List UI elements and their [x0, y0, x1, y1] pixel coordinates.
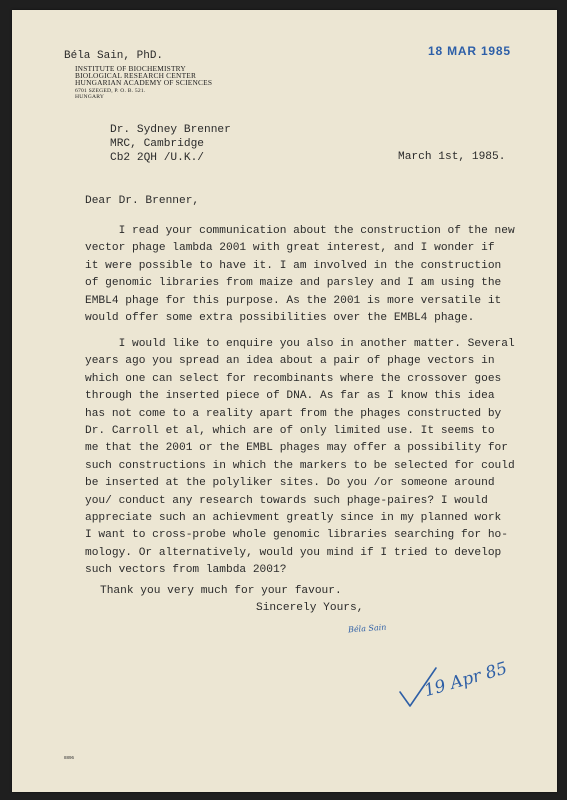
paragraph-line: me that the 2001 or the EMBL phages may offer a possibility for — [85, 442, 508, 455]
paragraph-line: through the inserted piece of DNA. As far as I know this idea — [85, 390, 495, 403]
letterhead-affiliation-2: BIOLOGICAL RESEARCH CENTER — [75, 71, 197, 80]
recipient-line-1: Dr. Sydney Brenner — [110, 124, 231, 136]
paragraph-line: has not come to a reality apart from the phages constructed by — [85, 407, 502, 420]
paragraph-line: it were possible to have it. I am involved in the construction — [85, 259, 502, 272]
paragraph-line: such vectors from lambda 2001? — [85, 564, 287, 577]
received-date-stamp: 18 MAR 1985 — [428, 44, 511, 58]
paragraph-line: be inserted at the polyliker sites. Do you /or someone around — [85, 477, 495, 490]
paragraph-line: mology. Or alternatively, would you mind if I tried to develop — [85, 546, 502, 559]
paragraph-line: such constructions in which the markers to be selected for could — [85, 459, 515, 472]
paragraph-2 — [85, 336, 515, 580]
paragraph-line: vector phage lambda 2001 with great interest, and I wonder if — [85, 242, 495, 255]
paragraph-line: years ago you spread an idea about a pair of phage vectors in — [85, 355, 495, 368]
letterhead-affiliation-1: INSTITUTE OF BIOCHEMISTRY — [75, 64, 186, 73]
paragraph-line: which one can select for recombinants where the crossover goes — [85, 372, 502, 385]
letterhead-affiliation-3: HUNGARIAN ACADEMY OF SCIENCES — [75, 78, 213, 87]
salutation: Dear Dr. Brenner, — [85, 195, 200, 207]
paragraph-line: I want to cross-probe whole genomic libraries searching for ho- — [85, 529, 508, 542]
letter-page — [12, 10, 557, 792]
letterhead-address-2: HUNGARY — [75, 94, 105, 100]
handwritten-signature: Béla Sain — [347, 622, 387, 635]
closing-line: Thank you very much for your favour. — [100, 585, 342, 597]
paragraph-line: I would like to enquire you also in another matter. Several — [85, 338, 515, 350]
paragraph-1 — [85, 223, 515, 327]
recipient-line-2: MRC, Cambridge — [110, 138, 204, 150]
paragraph-line: you/ conduct any research towards such phage-paires? I would — [85, 494, 488, 507]
sign-off: Sincerely Yours, — [256, 602, 364, 614]
recipient-line-3: Cb2 2QH /U.K./ — [110, 152, 204, 164]
letter-date: March 1st, 1985. — [398, 151, 506, 163]
letterhead-author: Béla Sain, PhD. — [64, 50, 164, 62]
paragraph-line: would offer some extra possibilities over the EMBL4 phage. — [85, 312, 475, 325]
paragraph-line: Dr. Carroll et al, which are of only limited use. It seems to — [85, 425, 495, 438]
paragraph-line: I read your communication about the construction of the new — [85, 225, 515, 237]
letterhead-address-1: 6701 SZEGED, P. O. B. 521. — [75, 88, 146, 94]
paragraph-line: EMBL4 phage for this purpose. As the 2001 is more versatile it — [85, 294, 502, 307]
handwritten-date-note: 19 Apr 85 — [422, 658, 510, 702]
paragraph-line: of genomic libraries from maize and parsley and I am using the — [85, 277, 502, 290]
paragraph-line: appreciate such an achievment greatly since in my planned work — [85, 512, 502, 525]
footer-mark: 8896 — [64, 755, 75, 760]
